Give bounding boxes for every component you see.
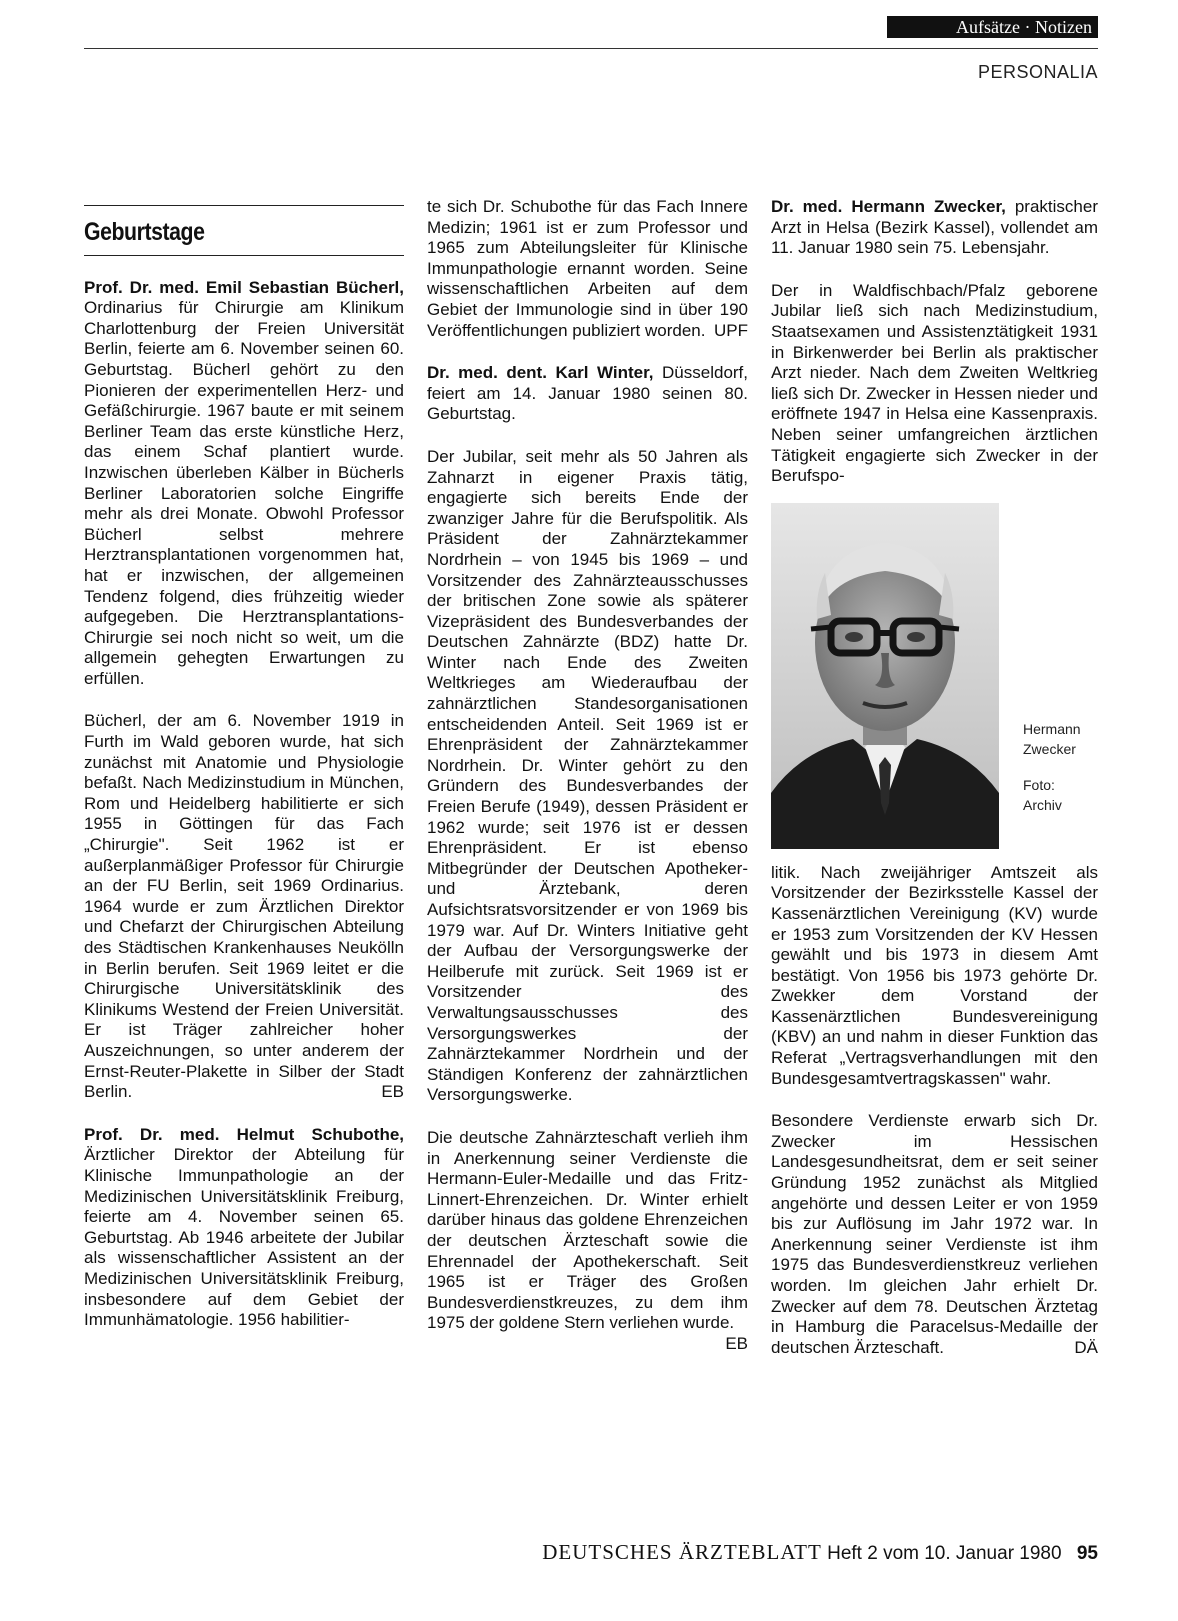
zwecker-intro: Dr. med. Hermann Zwecker, praktischer Arzt in Helsa (Bezirk Kassel), vollendet am 11. Januar 1980 sein 75. Lebensjahr.: [771, 197, 1098, 258]
buecherl-intro: Prof. Dr. med. Emil Sebastian Bücherl, Ordinarius für Chirurgie am Klinikum Charlottenburg der Freien Universität Berlin, feierte am 6. November seinen 60. Geburtstag. Bücherl gehört zu den Pionieren der experimentellen Herz- und Gefäßchirurgie. 1967 baute er mit seinem Berliner Team das erste künstliche Herz, das einem Schaf plantiert wurde. Inzwischen überleben Kälber in Bücherls Berliner Laboratorien solche Eingriffe mehr als drei Monate. Obwohl Professor Bücherl selbst mehrere Herztransplantationen vorgenommen hat, hat er inzwischen, der allgemeinen Tendenz folgend, dies frühzeitig wieder aufgegeben. Die Herztransplantations-Chirurgie sei noch nicht so weit, um die allgemein gehegten Erwartungen zu erfüllen.: [84, 277, 404, 688]
portrait-photo: [771, 503, 999, 849]
section-tag: Aufsätze · Notizen: [887, 16, 1098, 38]
page-footer: [430, 1540, 1098, 1565]
section-label: PERSONALIA: [977, 62, 1098, 82]
photo-caption-name: Hermann Zwecker: [1023, 720, 1081, 757]
header-rule: [84, 48, 1098, 49]
column-1: [84, 195, 404, 1331]
page-number: 95: [1076, 1543, 1098, 1564]
zwecker-name: Dr. med. Hermann Zwecker,: [771, 197, 1006, 216]
column-2: [427, 197, 748, 1354]
buecherl-initials: EB: [381, 1082, 404, 1102]
portrait-figure: [771, 503, 1098, 849]
column-3: [771, 197, 1098, 1358]
schubothe-name: Prof. Dr. med. Helmut Schubothe,: [84, 1124, 404, 1144]
winter-honors: Die deutsche Zahnärzteschaft verlieh ihm in Anerkennung seiner Verdienste die Hermann-Euler-Medaille und das Fritz-Linnert-Ehrenzeichen. Dr. Winter erhielt darüber hinaus das goldene Ehrenzeichen der deutschen Ärzteschaft sowie die Ehrennadel der Apothekerschaft. Seit 1965 ist er Träger des Großen Bundesverdienstkreuzes, zu dem ihm 1975 der goldene Stern verliehen wurde. EB: [427, 1127, 748, 1353]
schubothe-text-2: te sich Dr. Schubothe für das Fach Innere Medizin; 1961 ist er zum Professor und 1965 zum Abteilungsleiter für Klinische Immunpathologie ernannt worden. Seine wissenschaftlichen Arbeiten auf dem Gebiet der Immunologie sind in über 190 Veröffentlichungen publiziert worden. UPF: [427, 197, 748, 340]
buecherl-name: Prof. Dr. med. Emil Sebastian Bücherl,: [84, 277, 404, 297]
buecherl-bio: Bücherl, der am 6. November 1919 in Furth im Wald geboren wurde, hat sich zunächst mit Anatomie und Physiologie befaßt. Nach Medizinstudium in München, Rom und Heidelberg habilitierte er sich 1955 in Göttingen für das Fach „Chirurgie". Seit 1962 ist er außerplanmäßiger Professor für Chirurgie an der FU Berlin, seit 1969 Ordinarius. 1964 wurde er zum Ärztlichen Direktor und Chefarzt der Chirurgischen Abteilung des Städtischen Krankenhauses Neukölln in Berlin berufen. Seit 1969 leitet er die Chirurgische Universitätsklinik des Klinikums Westend der Freien Universität. Er ist Träger zahlreicher hoher Auszeichnungen, so unter anderem der Ernst-Reuter-Plakette in Silber der Stadt Berlin. EB: [84, 711, 404, 1102]
portrait-illustration: [771, 503, 999, 849]
journal-name: DEUTSCHES ÄRZTEBLATT: [542, 1540, 822, 1564]
winter-career: Der Jubilar, seit mehr als 50 Jahren als Zahnarzt in eigener Praxis tätig, engagierte sich bereits Ende der zwanziger Jahre für die Berufspolitik. Als Präsident der Zahnärztekammer Nordrhein – von 1945 bis 1969 – und Vorsitzender des Zahnärzteausschusses der britischen Zone sowie als späterer Vizepräsident des Bundesverbandes der Deutschen Zahnärzte (BDZ) hatte Dr. Winter nach Ende des Zweiten Weltkrieges am Wiederaufbau der zahnärztlichen Standesorganisationen entscheidenden Anteil. Seit 1969 ist er Ehrenpräsident der Zahnärztekammer Nordrhein. Dr. Winter gehört zu den Gründern des Bundesverbandes der Freien Berufe (1949), dessen Präsident er 1962 wurde; seit 1976 ist er dessen Ehrenpräsident. Er ist ebenso Mitbegründer der Deutschen Apotheker- und Ärztebank, deren Aufsichtsratsvorsitzender er von 1969 bis 1979 war. Auf Dr. Winters Initiative geht der Aufbau der Versorgungswerke der Heilberufe mit zurück. Seit 1969 ist er Vorsitzender des Verwaltungsausschusses des Versorgungswerkes der Zahnärztekammer Nordrhein und der Ständigen Konferenz der zahnärztlichen Versorgungswerke.: [427, 446, 748, 1105]
schubothe-initials: UPF: [714, 320, 748, 340]
photo-caption-credit: Foto: Archiv: [1023, 776, 1062, 813]
winter-intro: Dr. med. dent. Karl Winter, Düsseldorf, feiert am 14. Januar 1980 seinen 80. Geburtstag.: [427, 363, 749, 424]
page-heading: Geburtstage: [84, 218, 205, 246]
zwecker-career-1: Der in Waldfischbach/Pfalz geborene Jubilar ließ sich nach Medizinstudium, Staatsexamen und Assistenztätigkeit 1931 in Birkenwerder bei Berlin als praktischer Arzt nieder. Nach dem Zweiten Weltkrieg ließ sich Dr. Zwecker in Hessen nieder und eröffnete 1947 in Helsa eine Kassenpraxis. Neben seiner umfangreichen ärztlichen Tätigkeit engagierte sich Zwecker in der Berufspo-: [771, 280, 1098, 486]
winter-initials: EB: [725, 1333, 748, 1353]
issue-info: Heft 2 vom 10. Januar 1980: [827, 1543, 1062, 1564]
winter-name: Dr. med. dent. Karl Winter,: [427, 363, 654, 383]
zwecker-career-2: litik. Nach zweijähriger Amtszeit als Vorsitzender der Bezirksstelle Kassel der Kassenärztlichen Vereinigung (KV) wurde er 1953 zum Vorsitzenden der KV Hessen gewählt und bis 1973 in diesem Amt bestätigt. Von 1956 bis 1973 gehörte Dr. Zwekker dem Vorstand der Kassenärztlichen Bundesvereinigung (KBV) an und nahm in dieser Funktion das Referat „Vertragsverhandlungen mit den Bundesgesamtvertragskassen" wahr.: [771, 862, 1098, 1088]
heading-block: [84, 205, 404, 256]
zwecker-initials: DÄ: [1074, 1337, 1098, 1357]
zwecker-honors: Besondere Verdienste erwarb sich Dr. Zwecker im Hessischen Landesgesundheitsrat, dem er seit seiner Gründung 1952 zunächst als Mitglied angehörte und dessen Leiter er von 1959 bis zur Auflösung im Jahr 1972 war. In Anerkennung seiner Verdienste ist ihm 1975 das Bundesverdienstkreuz verliehen worden. Im gleichen Jahr erhielt Dr. Zwecker auf dem 78. Deutschen Ärztetag in Hamburg die Paracelsus-Medaille der deutschen Ärzteschaft. DÄ: [771, 1111, 1098, 1357]
schubothe-text-1: Prof. Dr. med. Helmut Schubothe, Ärztlicher Direktor der Abteilung für Klinische Immunpathologie an der Medizinischen Universitätsklinik Freiburg, feierte am 4. November seinen 65. Geburtstag. Ab 1946 arbeitete der Jubilar als wissenschaftlicher Assistent an der Medizinischen Universitätsklinik Freiburg, insbesondere auf dem Gebiet der Immunhämatologie. 1956 habilitier-: [84, 1124, 404, 1330]
